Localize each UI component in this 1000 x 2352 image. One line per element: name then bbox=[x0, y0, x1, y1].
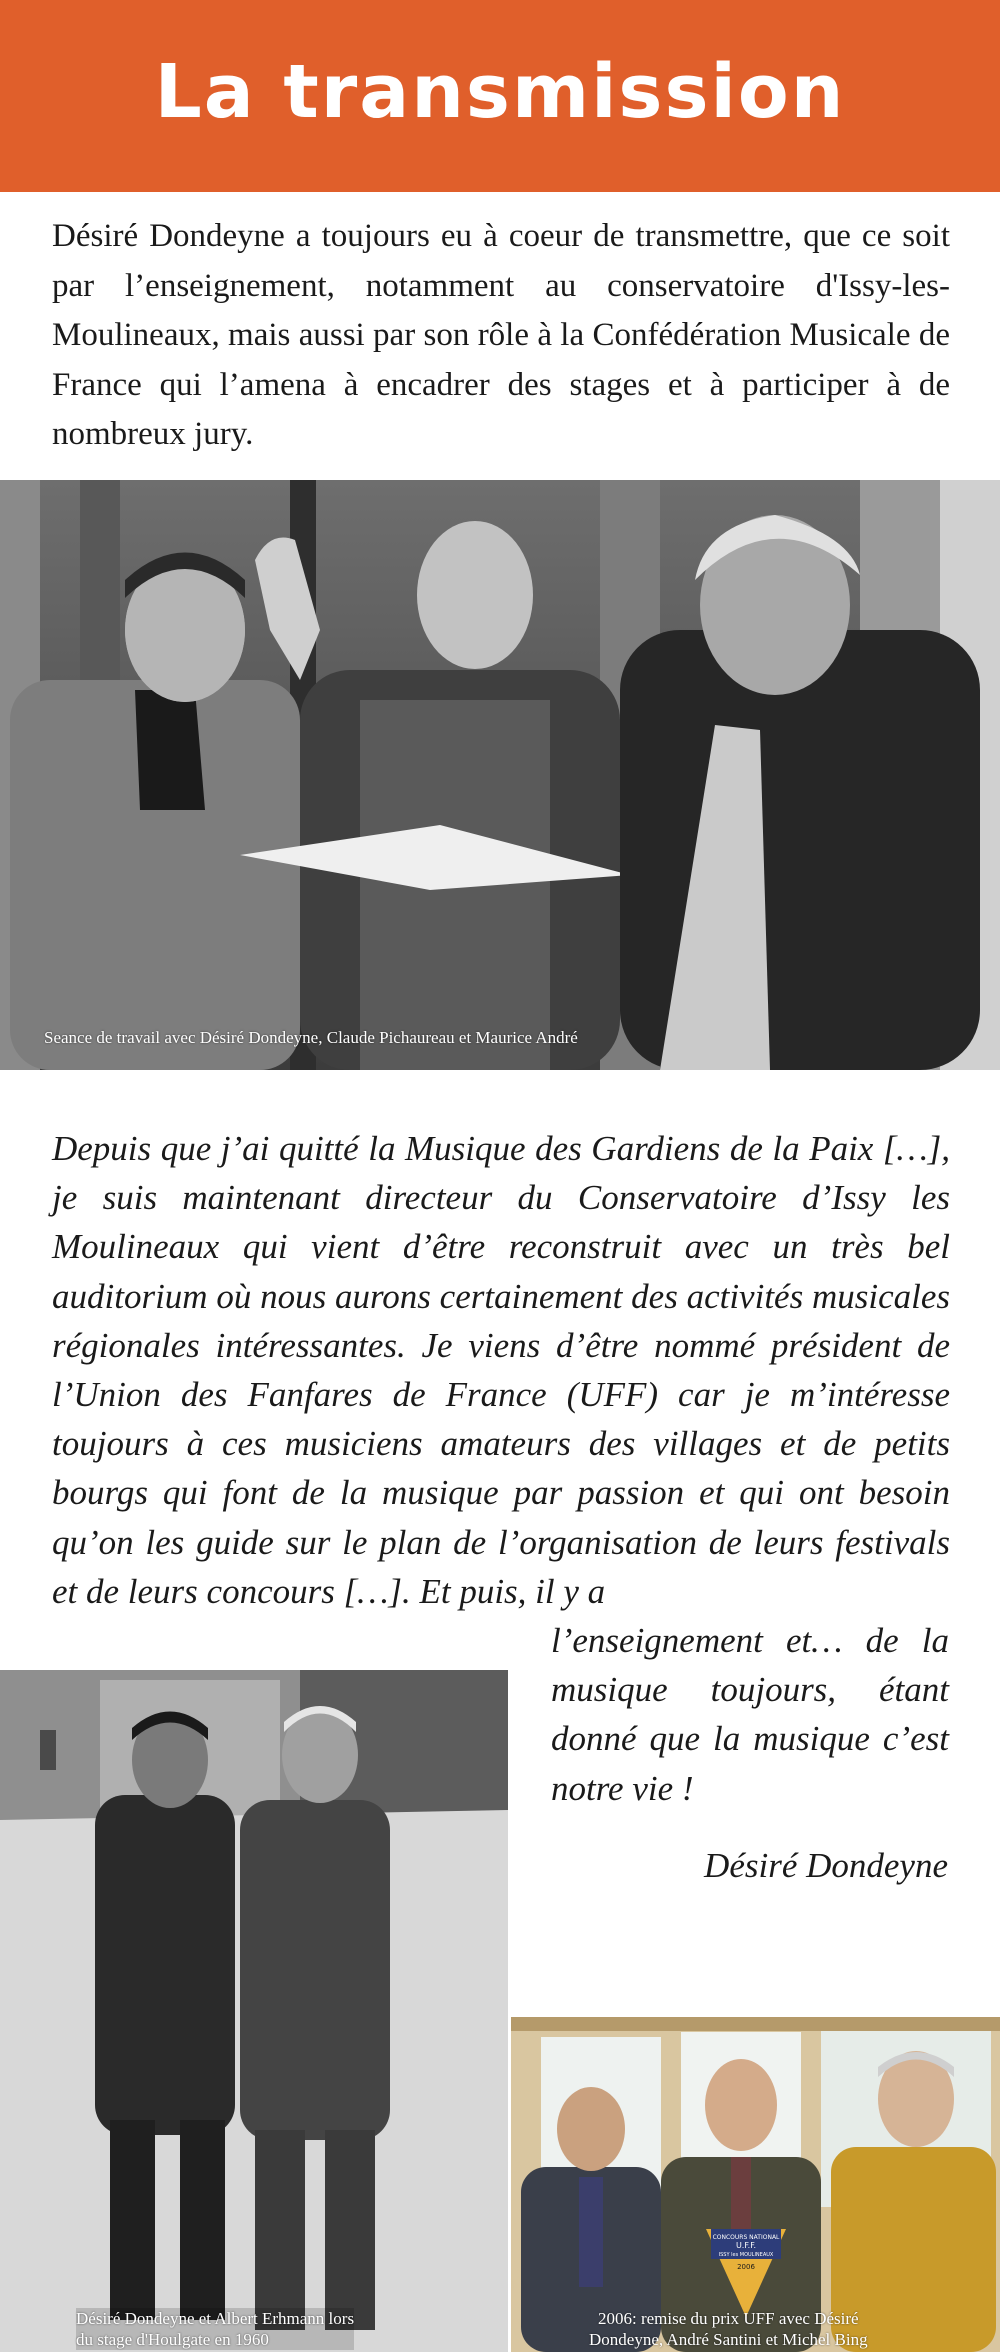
work-session-photo bbox=[0, 480, 1000, 1070]
caption-line: Dondeyne, André Santini et Michel Bing bbox=[589, 2330, 868, 2349]
photo-caption-right bbox=[589, 2308, 868, 2350]
quote-text-continued: l’enseignement et… de la musique toujours, étant donné que la musique c’est notre vie ! bbox=[551, 1621, 949, 1808]
pennant-text: CONCOURS NATIONAL bbox=[712, 2234, 780, 2241]
uff-prize-photo bbox=[511, 2017, 1000, 2352]
caption-line: 2006: remise du prix UFF avec Désiré bbox=[597, 2309, 859, 2328]
houlgate-photo bbox=[0, 1670, 508, 2352]
quote-text: Depuis que j’ai quitté la Musique des Gardiens de la Paix […], je suis maintenant directeur du Conservatoire d’Issy les Moulineaux qui vient d’être reconstruit avec un très bel auditorium où nous aurons certainement des activités musicales régionales intéressantes. Je viens d’être nommé président de l’Union des Fanfares de France (UFF) car je m’intéresse toujours à ces musiciens amateurs des villages et de petits bourgs qui font de la musique par passion et qui ont besoin qu’on les guide sur le plan de l’organisation de leurs festivals et de leurs concours […]. Et puis, il y a bbox=[52, 1129, 950, 1611]
photo-caption-left bbox=[76, 2308, 354, 2350]
photo-caption: Seance de travail avec Désiré Dondeyne, Claude Pichaureau et Maurice André bbox=[44, 1028, 578, 1047]
caption-line: du stage d'Houlgate en 1960 bbox=[76, 2330, 269, 2349]
quote-author: Désiré Dondeyne bbox=[704, 1846, 948, 1885]
intro-paragraph: Désiré Dondeyne a toujours eu à coeur de transmettre, que ce soit par l’enseignement, notamment au conservatoire d'Issy-les-Moulineaux, mais aussi par son rôle à la Confédération Musicale de France qui l’amena à encadrer des stages et à participer à de nombreux jury. bbox=[52, 218, 950, 452]
page-header bbox=[0, 0, 1000, 192]
caption-line: Désiré Dondeyne et Albert Erhmann lors bbox=[76, 2309, 355, 2328]
page-title: La transmission bbox=[154, 49, 846, 135]
pennant-text: ISSY les MOULINEAUX bbox=[718, 2252, 774, 2258]
pennant-text: U.F.F. bbox=[735, 2241, 757, 2250]
pennant-text: 2006 bbox=[737, 2263, 755, 2271]
